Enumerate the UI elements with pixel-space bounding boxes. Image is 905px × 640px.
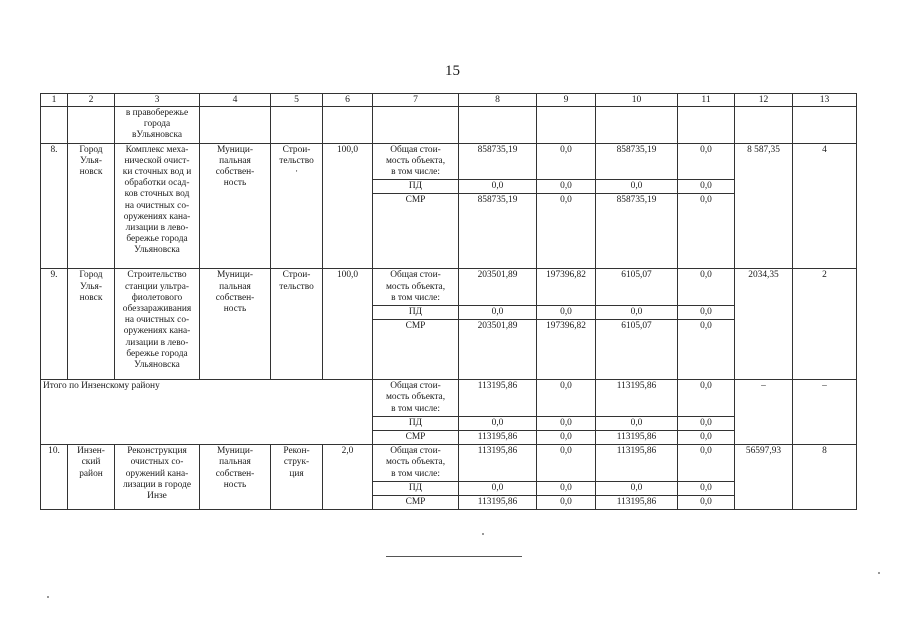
col-header-3: 3 (115, 94, 200, 107)
value: 0,0 (537, 380, 596, 417)
smr-label: СМР (373, 194, 459, 269)
subtotal-row (41, 380, 857, 417)
value: 0,0 (678, 445, 735, 482)
location: Город Улья- новск (68, 143, 115, 269)
col-header-2: 2 (68, 94, 115, 107)
value: 113195,86 (596, 445, 678, 482)
object-name: Реконструкция очистных со- оружений кана- лизации в городе Инзе (115, 445, 200, 510)
value: 0,0 (678, 306, 735, 320)
value: 197396,82 (537, 320, 596, 380)
col-header-9: 9 (537, 94, 596, 107)
value: 113195,86 (459, 431, 537, 445)
value: 0,0 (678, 431, 735, 445)
value: 858735,19 (459, 194, 537, 269)
readiness: 100,0 (323, 269, 373, 380)
total-cost-label: Общая стои- мость объекта, в том числе: (373, 445, 459, 482)
value: 0,0 (596, 481, 678, 495)
ownership: Муници- пальная собствен- ность (200, 143, 271, 269)
location: Город Улья- новск (68, 269, 115, 380)
value: 0,0 (678, 481, 735, 495)
value: 0,0 (537, 481, 596, 495)
investment-table (40, 93, 857, 510)
col-header-5: 5 (271, 94, 323, 107)
readiness: 100,0 (323, 143, 373, 269)
row-number: 10. (41, 445, 68, 510)
scan-speck (482, 533, 484, 535)
readiness: 2,0 (323, 445, 373, 510)
value: 6105,07 (596, 320, 678, 380)
value: 0,0 (678, 143, 735, 180)
value: 0,0 (537, 416, 596, 430)
value: 0,0 (678, 496, 735, 510)
value: 0,0 (459, 416, 537, 430)
value: 0,0 (537, 431, 596, 445)
value: 197396,82 (537, 269, 596, 306)
value: 0,0 (537, 306, 596, 320)
value: 858735,19 (596, 143, 678, 180)
location: Инзен- ский район (68, 445, 115, 510)
value: 113195,86 (596, 496, 678, 510)
col-header-7: 7 (373, 94, 459, 107)
value: 0,0 (537, 194, 596, 269)
value: 0,0 (596, 416, 678, 430)
value: 2 (793, 269, 857, 380)
column-number-row (41, 94, 857, 107)
value: 0,0 (596, 306, 678, 320)
page-number: 15 (445, 63, 460, 79)
scan-speck (47, 596, 49, 598)
value: – (735, 380, 793, 445)
table-row (41, 445, 857, 482)
value: 0,0 (459, 481, 537, 495)
smr-label: СМР (373, 496, 459, 510)
value: 0,0 (459, 306, 537, 320)
value: 0,0 (678, 269, 735, 306)
value: 0,0 (459, 180, 537, 194)
value: 113195,86 (459, 380, 537, 417)
value: 0,0 (678, 416, 735, 430)
value: 0,0 (537, 143, 596, 180)
col-header-11: 11 (678, 94, 735, 107)
table-row (41, 143, 857, 180)
value: 0,0 (678, 180, 735, 194)
col-header-1: 1 (41, 94, 68, 107)
value: – (793, 380, 857, 445)
value: 2034,35 (735, 269, 793, 380)
pd-label: ПД (373, 416, 459, 430)
col-header-10: 10 (596, 94, 678, 107)
col-header-4: 4 (200, 94, 271, 107)
col-header-8: 8 (459, 94, 537, 107)
work-type: Строи- тельство (271, 269, 323, 380)
value: 0,0 (537, 445, 596, 482)
row-number: 9. (41, 269, 68, 380)
continuation-row (41, 107, 857, 144)
value: 0,0 (537, 496, 596, 510)
value: 8 (793, 445, 857, 510)
row-number: 8. (41, 143, 68, 269)
col-header-12: 12 (735, 94, 793, 107)
value: 203501,89 (459, 269, 537, 306)
value: 113195,86 (459, 496, 537, 510)
ownership: Муници- пальная собствен- ность (200, 445, 271, 510)
value: 858735,19 (596, 194, 678, 269)
smr-label: СМР (373, 320, 459, 380)
value: 6105,07 (596, 269, 678, 306)
value: 0,0 (678, 380, 735, 417)
subtotal-label: Итого по Инзенскому району (41, 380, 373, 445)
col-header-13: 13 (793, 94, 857, 107)
total-cost-label: Общая стои- мость объекта, в том числе: (373, 269, 459, 306)
scan-speck (878, 572, 880, 574)
work-type: Рекон- струк- ция (271, 445, 323, 510)
value: 113195,86 (459, 445, 537, 482)
value: 0,0 (596, 180, 678, 194)
object-name: Строительство станции ультра- фиолетового обеззараживания на очистных со- оружениях кана- лизации в лево- бережье города Ульяновска (115, 269, 200, 380)
value: 4 (793, 143, 857, 269)
pd-label: ПД (373, 481, 459, 495)
value: 0,0 (678, 194, 735, 269)
pd-label: ПД (373, 180, 459, 194)
table-row (41, 269, 857, 306)
value: 858735,19 (459, 143, 537, 180)
smr-label: СМР (373, 431, 459, 445)
value: 113195,86 (596, 380, 678, 417)
value: 113195,86 (596, 431, 678, 445)
pd-label: ПД (373, 306, 459, 320)
total-cost-label: Общая стои- мость объекта, в том числе: (373, 380, 459, 417)
total-cost-label: Общая стои- мость объекта, в том числе: (373, 143, 459, 180)
value: 56597,93 (735, 445, 793, 510)
value: 0,0 (678, 320, 735, 380)
ownership: Муници- пальная собствен- ность (200, 269, 271, 380)
work-type: Строи- тельство · (271, 143, 323, 269)
value: 0,0 (537, 180, 596, 194)
bottom-rule (386, 556, 522, 557)
continuation-object: в правобережье города вУльяновска (115, 107, 200, 144)
value: 203501,89 (459, 320, 537, 380)
col-header-6: 6 (323, 94, 373, 107)
object-name: Комплекс меха- нической очист- ки сточных вод и обработки осад- ков сточных вод на очистных со- оружениях кана- лизации в лево- бережье города Ульяновска (115, 143, 200, 269)
value: 8 587,35 (735, 143, 793, 269)
